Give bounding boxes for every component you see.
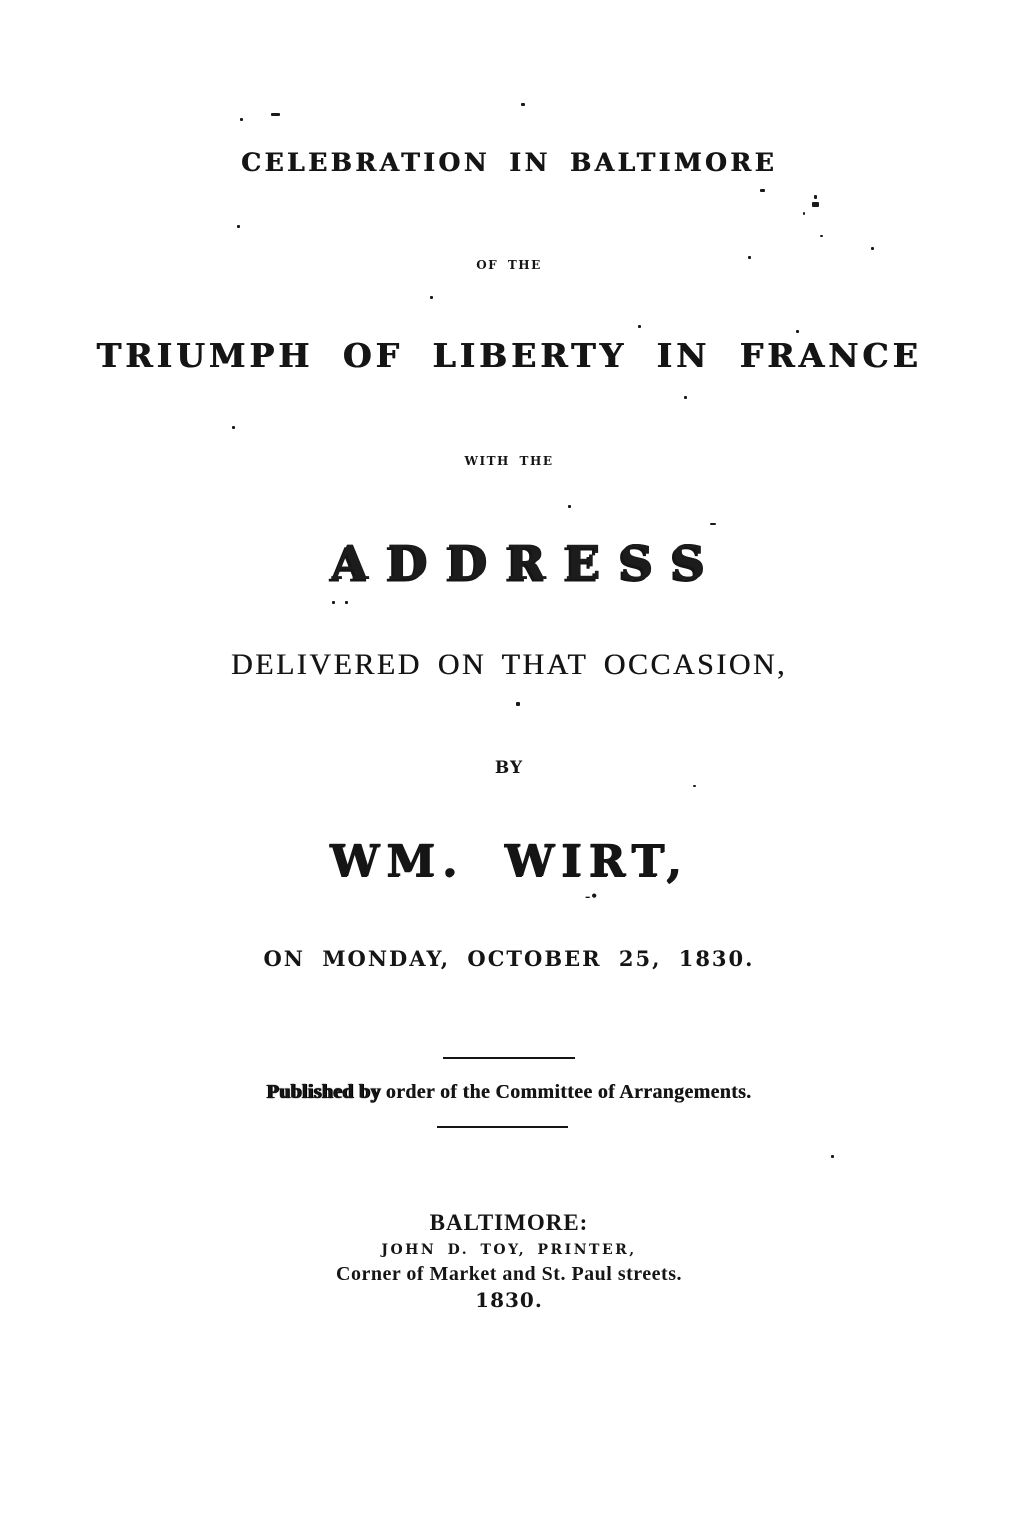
scan-speck [693,785,696,787]
connector-with-the: WITH THE [464,454,554,468]
scan-speck [521,103,525,106]
divider-rule-bottom [437,1126,568,1128]
imprint-printer: JOHN D. TOY, PRINTER, [381,1242,637,1258]
scan-speck [332,601,335,604]
subtitle-delivered: DELIVERED ON THAT OCCASION, [230,648,788,681]
author-name: WM. WIRT, [329,836,689,887]
scan-speck [232,426,235,429]
publication-note-rest: order of the Committee of Arrangements. [385,1081,752,1103]
scan-speck [710,523,716,525]
scan-speck [748,256,751,259]
scan-speck [814,195,817,199]
scan-speck [271,113,280,116]
scan-speck [831,1155,834,1158]
scan-speck [684,396,687,399]
scan-speck [820,235,823,237]
address-display-word: ADDRESS [331,536,725,591]
scan-speck [240,118,243,121]
imprint-year: 1830. [475,1288,543,1312]
ink-mark: -• [585,888,598,905]
date-line: ON MONDAY, OCTOBER 25, 1830. [263,946,755,971]
imprint-city: BALTIMORE: [429,1210,589,1235]
celebration-header: CELEBRATION IN BALTIMORE [240,148,778,177]
scan-speck [516,702,520,706]
imprint-location: Corner of Market and St. Paul streets. [336,1263,682,1285]
scan-speck [568,505,571,508]
scan-speck [803,212,805,215]
publication-note-lead: Published by [266,1081,381,1103]
publication-note [0,1081,1018,1104]
scan-speck [237,225,240,228]
scan-speck [345,601,348,604]
scan-speck [871,247,874,250]
connector-of-the: OF THE [476,258,542,272]
scan-speck [760,189,765,192]
scan-speck [430,296,433,299]
divider-rule-top [443,1057,575,1059]
scan-speck [638,325,641,328]
scan-speck [796,330,799,333]
scan-speck [812,202,819,207]
connector-by: BY [494,758,524,778]
main-title: TRIUMPH OF LIBERTY IN FRANCE [96,336,922,375]
